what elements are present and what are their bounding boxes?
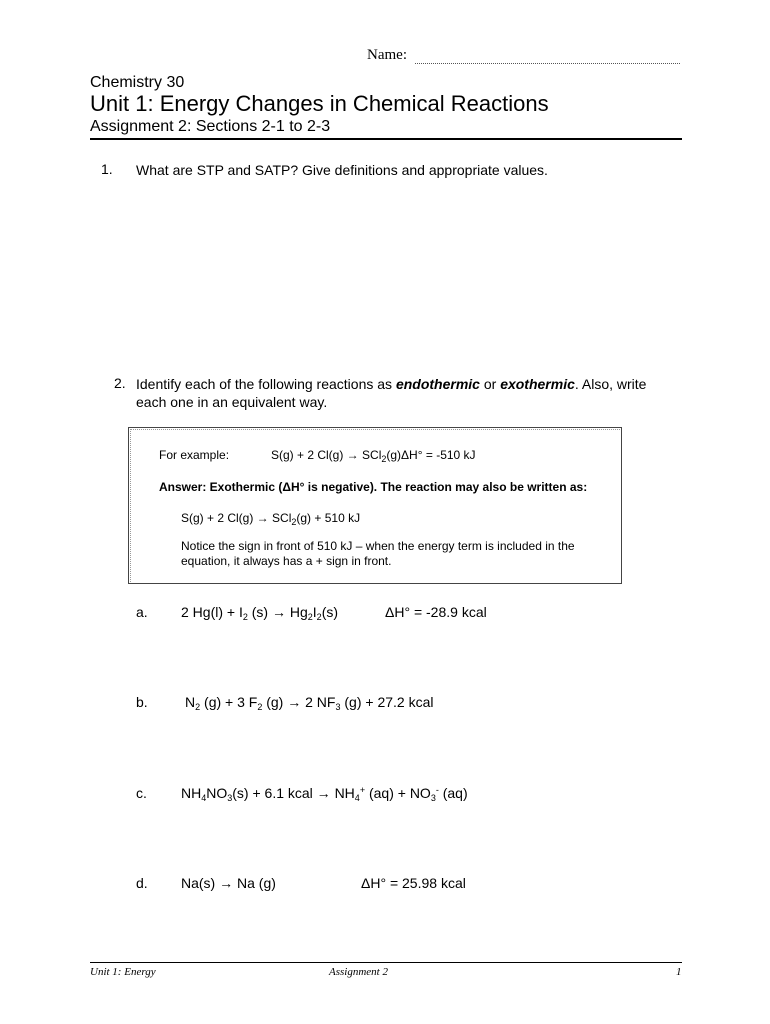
name-label: Name: <box>367 47 407 63</box>
example-answer: Answer: Exothermic (ΔH° is negative). The reaction may also be written as: <box>159 480 588 494</box>
part-b-letter: b. <box>136 694 148 710</box>
question-2-text: Identify each of the following reactions as endothermic or exothermic. Also, write each one in an equivalent way. <box>136 376 647 410</box>
part-c-letter: c. <box>136 785 147 801</box>
name-line[interactable] <box>415 63 680 64</box>
endothermic-term: endothermic <box>395 376 480 392</box>
part-b-equation: $N_2$ (g) + 3 $F_2$ (g) → 2 $NF_3$ (g) + 27.2 kcal <box>185 694 434 712</box>
example-rewritten-equation: S(g) + 2 Cl(g) → SCl$_2$(g) + 510 kJ <box>181 511 361 527</box>
part-c-equation: $NH_4NO_3(s) + 6.1$ kcal → $NH_4^+$ $(aq) + NO_3^-$ (aq) <box>181 785 468 803</box>
part-a-equation: 2 $Hg(l) + I_2$ $(s) \to Hg_2I_2(s)$ <box>181 604 339 622</box>
footer-assignment: Assignment 2 <box>329 966 388 978</box>
exothermic-term: exothermic <box>500 376 575 392</box>
example-box <box>128 427 622 584</box>
example-equation: S(g) + 2 Cl(g) → SCl$_2$(g)ΔH° = -510 kJ <box>271 448 476 464</box>
question-2-number: 2. <box>114 375 126 391</box>
example-label: For example: <box>159 448 230 462</box>
question-1-text: What are STP and SATP? Give definitions and appropriate values. <box>136 162 548 178</box>
footer-unit: Unit 1: Energy <box>90 966 156 978</box>
footer-divider <box>90 962 682 963</box>
part-d-letter: d. <box>136 875 148 891</box>
title-divider <box>90 138 682 140</box>
assignment-subtitle: Assignment 2: Sections 2-1 to 2-3 <box>90 118 331 135</box>
name-field[interactable] <box>367 47 407 64</box>
page-number: 1 <box>676 966 682 978</box>
part-d-enthalpy: ΔH° = 25.98 kcal <box>361 875 466 891</box>
unit-title: Unit 1: Energy Changes in Chemical Reactions <box>90 91 549 116</box>
example-note: Notice the sign in front of 510 kJ – when the energy term is included in the equation, it always has a + sign in front. <box>181 539 575 568</box>
part-d-equation: Na(s) → Na (g) <box>181 875 276 891</box>
part-a-letter: a. <box>136 604 148 620</box>
question-1-number: 1. <box>101 161 113 177</box>
part-a-enthalpy: ΔH° = -28.9 kcal <box>385 604 487 620</box>
course-name: Chemistry 30 <box>90 74 185 91</box>
